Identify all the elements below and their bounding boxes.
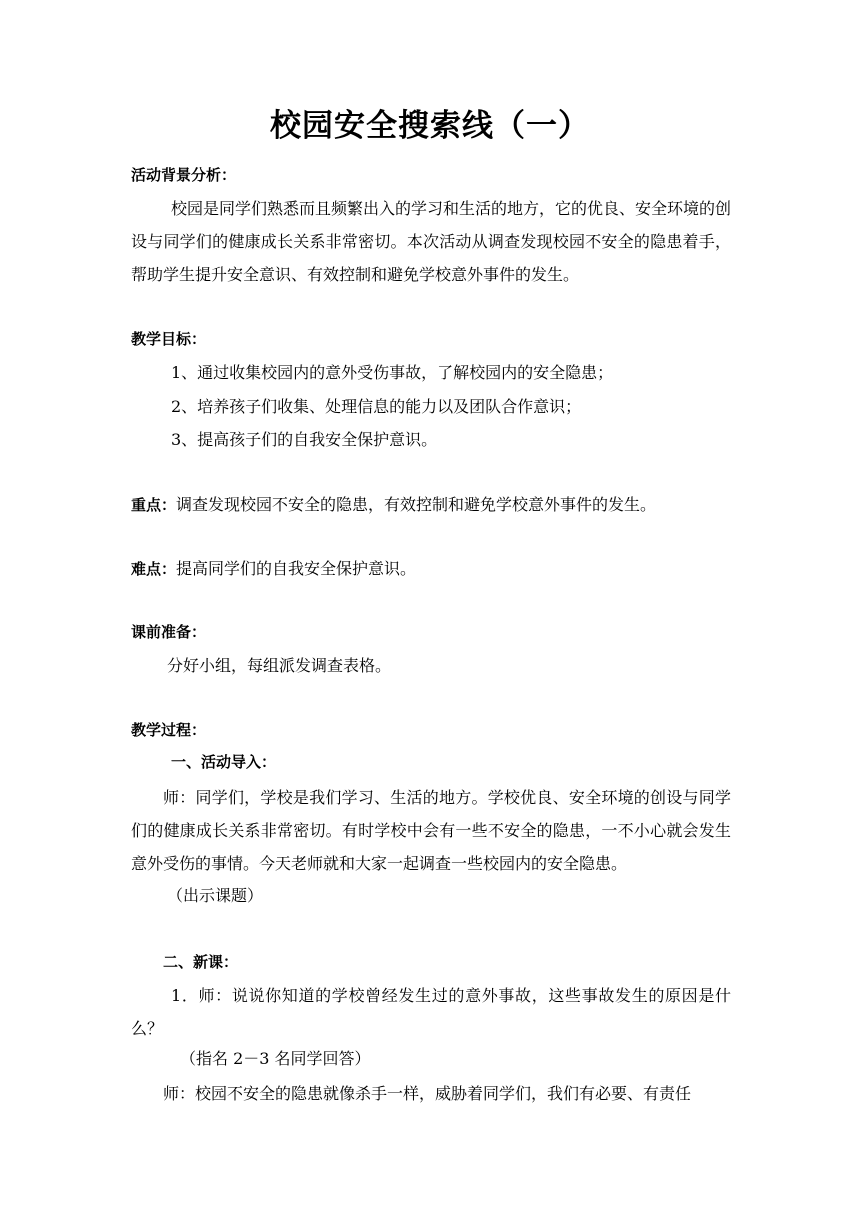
preparation-heading: 课前准备： (131, 623, 207, 641)
section2-question: 1．师：说说你知道的学校曾经发生过的意外事故，这些事故发生的原因是什么？ (131, 986, 731, 1038)
objective-item-1: 1、通过收集校园内的意外受伤事故，了解校园内的安全隐患； (171, 363, 614, 382)
difficulty-label: 难点： (131, 560, 177, 578)
section1-note: （出示课题） (167, 886, 264, 905)
section1-paragraph: 师：同学们，学校是我们学习、生活的地方。学校优良、安全环境的创设与同学们的健康成长关系非常密切。有时学校中会有一些不安全的隐患，一不小心就会发生意外受伤的事情。今天老师就和大家一起调查一些校园内的安全隐患。 (131, 788, 731, 873)
objective-item-3: 3、提高孩子们的自我安全保护意识。 (171, 430, 438, 449)
key-point-label: 重点： (131, 496, 177, 514)
preparation-text: 分好小组，每组派发调查表格。 (167, 656, 392, 675)
difficulty-line (131, 558, 416, 580)
objectives-heading: 教学目标： (131, 330, 207, 348)
difficulty-text: 提高同学们的自我安全保护意识。 (176, 559, 417, 578)
section2-heading: 二、新课： (163, 953, 239, 971)
section1-heading: 一、活动导入： (171, 753, 277, 771)
key-point-text: 调查发现校园不安全的隐患，有效控制和避免学校意外事件的发生。 (176, 495, 657, 514)
objective-item-2: 2、培养孩子们收集、处理信息的能力以及团队合作意识； (171, 397, 582, 416)
document-title: 校园安全搜索线（一） (270, 108, 590, 144)
section2-paragraph: 师：校园不安全的隐患就像杀手一样，威胁着同学们，我们有必要、有责任 (163, 1084, 692, 1103)
process-heading: 教学过程： (131, 721, 207, 739)
background-heading: 活动背景分析： (131, 166, 237, 184)
section2-note: （指名 2－3 名同学回答） (180, 1049, 371, 1068)
key-point-line (131, 494, 656, 516)
background-paragraph: 校园是同学们熟悉而且频繁出入的学习和生活的地方，它的优良、安全环境的创设与同学们的健康成长关系非常密切。本次活动从调查发现校园不安全的隐患着手，帮助学生提升安全意识、有效控制和避免学校意外事件的发生。 (131, 199, 732, 284)
